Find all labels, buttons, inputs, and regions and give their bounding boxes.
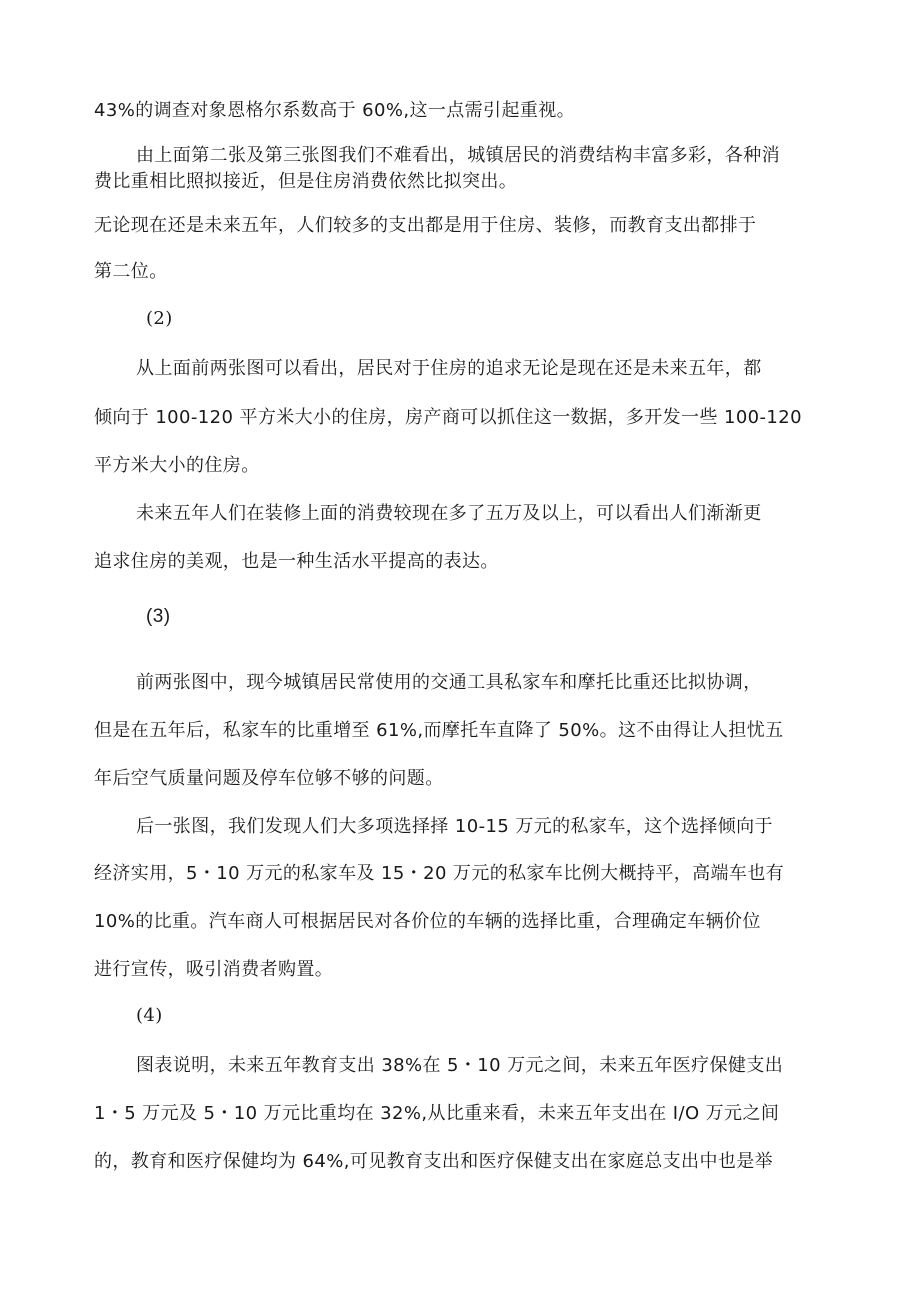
paragraph-line: 倾向于 100-120 平方米大小的住房，房产商可以抓住这一数据，多开发一些 100-120 bbox=[94, 407, 802, 428]
paragraph-line: 10%的比重。汽车商人可根据居民对各价位的车辆的选择比重，合理确定车辆价位 bbox=[94, 911, 761, 932]
paragraph-line: 的，教育和医疗保健均为 64%,可见教育支出和医疗保健支出在家庭总支出中也是举 bbox=[94, 1151, 774, 1172]
paragraph-line: 由上面第二张及第三张图我们不难看出，城镇居民的消费结构丰富多彩，各种消 bbox=[136, 145, 780, 166]
paragraph-line: 费比重相比照拟接近，但是住房消费依然比拟突出。 bbox=[94, 171, 518, 192]
paragraph-line: 年后空气质量问题及停车位够不够的问题。 bbox=[94, 768, 444, 789]
paragraph-line: 第二位。 bbox=[94, 261, 168, 282]
section-heading-3: (3) bbox=[146, 606, 171, 627]
paragraph-line: 从上面前两张图可以看出，居民对于住房的追求无论是现在还是未来五年，都 bbox=[136, 358, 762, 379]
paragraph-line: 后一张图，我们发现人们大多项选择择 10-15 万元的私家车，这个选择倾向于 bbox=[136, 816, 773, 837]
paragraph-line: 未来五年人们在装修上面的消费较现在多了五万及以上，可以看出人们渐渐更 bbox=[136, 503, 762, 524]
section-heading-2: (2) bbox=[146, 308, 173, 329]
paragraph-line: 但是在五年后，私家车的比重增至 61%,而摩托车直降了 50%。这不由得让人担忧五 bbox=[94, 720, 784, 741]
section-heading-4: (4) bbox=[136, 1005, 163, 1026]
paragraph-line: 无论现在还是未来五年，人们较多的支出都是用于住房、装修，而教育支出都排于 bbox=[94, 215, 757, 236]
paragraph-line: 追求住房的美观，也是一种生活水平提高的表达。 bbox=[94, 551, 499, 572]
paragraph-line: 前两张图中，现今城镇居民常使用的交通工具私家车和摩托比重还比拟协调， bbox=[136, 672, 762, 693]
paragraph-line: 进行宣传，吸引消费者购置。 bbox=[94, 959, 334, 980]
paragraph-line: 平方米大小的住房。 bbox=[94, 455, 260, 476]
paragraph-line: 43%的调查对象恩格尔系数高于 60%,这一点需引起重视。 bbox=[94, 100, 576, 121]
paragraph-line: 图表说明，未来五年教育支出 38%在 5・10 万元之间，未来五年医疗保健支出 bbox=[136, 1055, 784, 1076]
paragraph-line: 1・5 万元及 5・10 万元比重均在 32%,从比重来看，未来五年支出在 I/O 万元之间 bbox=[94, 1103, 780, 1124]
paragraph-line: 经济实用，5・10 万元的私家车及 15・20 万元的私家车比例大概持平，高端车也有 bbox=[94, 863, 785, 884]
